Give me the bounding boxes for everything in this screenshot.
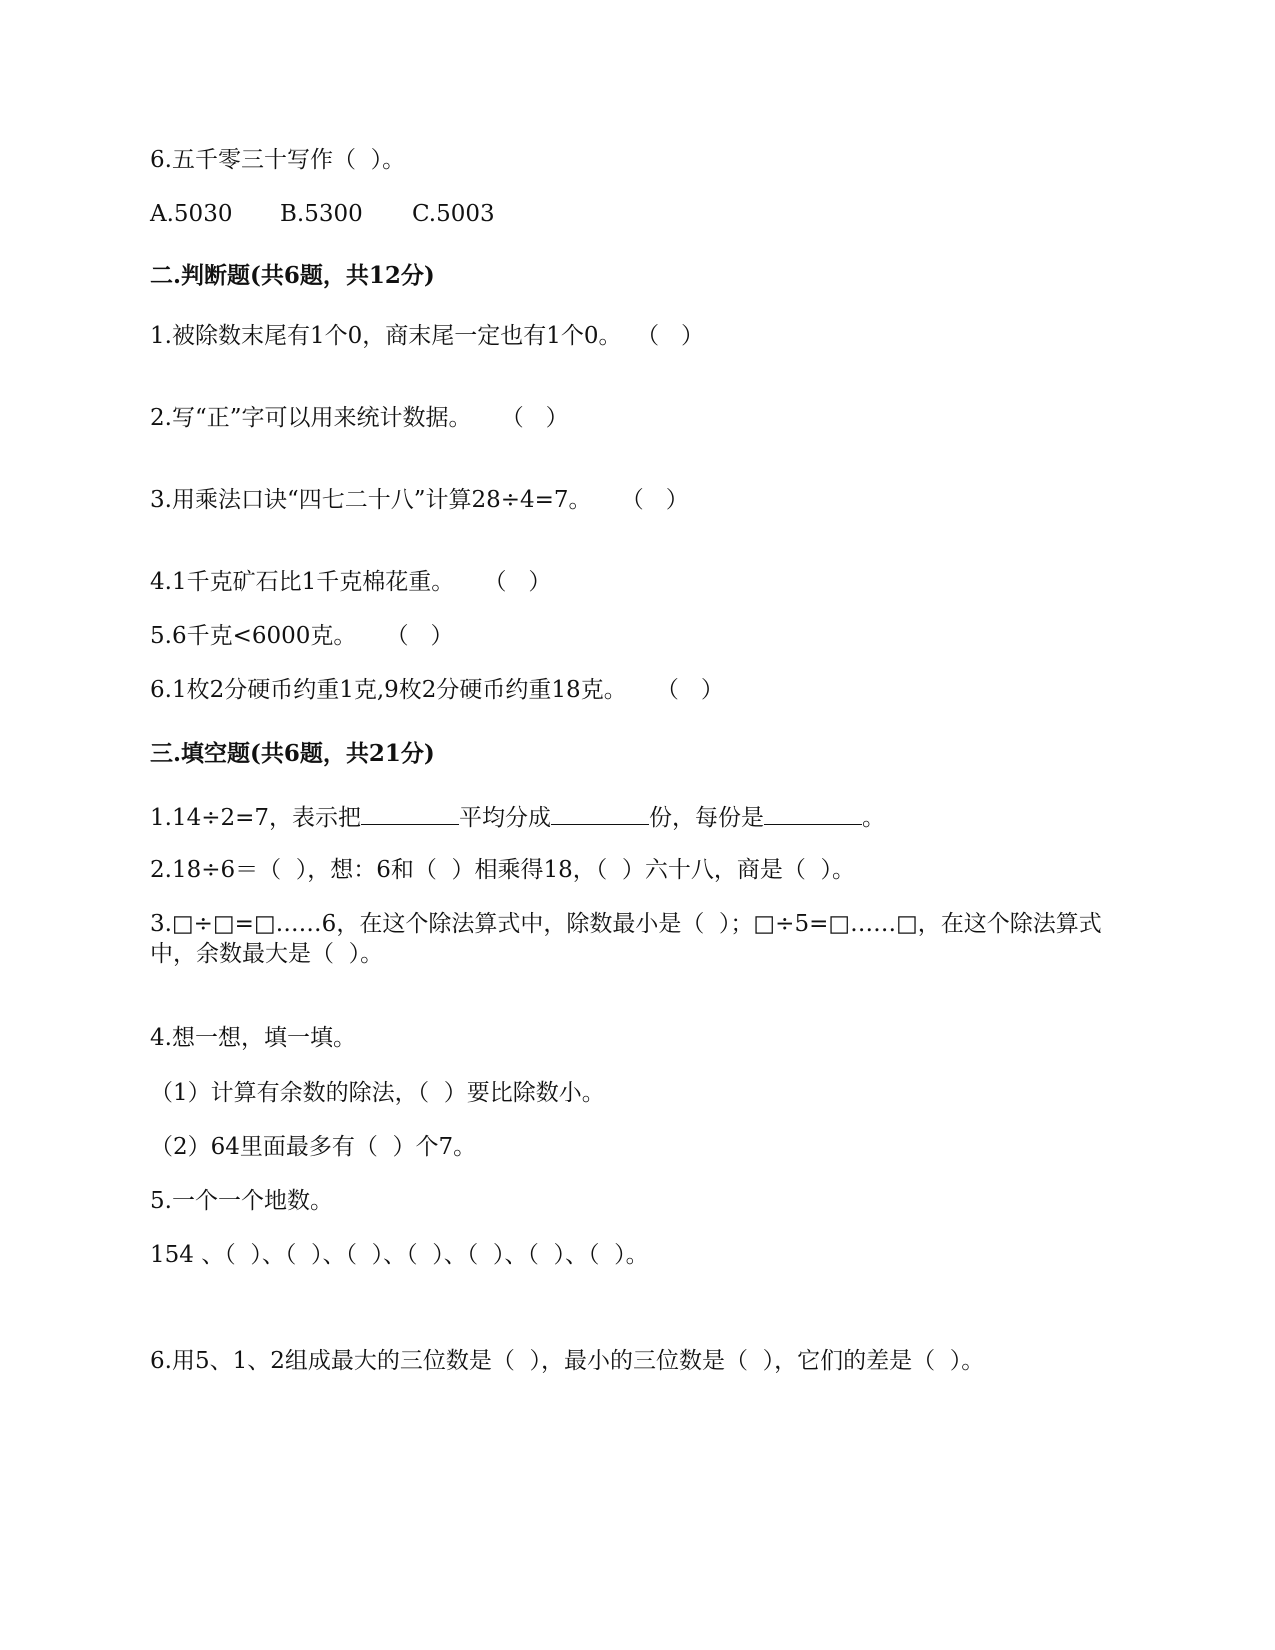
option-a: A.5030 xyxy=(150,201,233,227)
option-c: C.5003 xyxy=(412,201,495,227)
judge-item-6: 6.1枚2分硬币约重1克,9枚2分硬币约重18克。 （ ） xyxy=(150,677,724,703)
fill-item-6: 6.用5、1、2组成最大的三位数是（ ），最小的三位数是（ ），它们的差是（ ）。 xyxy=(150,1348,985,1374)
answer-blank[interactable] xyxy=(764,802,862,825)
fill-item-5: 5.一个一个地数。 xyxy=(150,1188,333,1214)
judge-item-5: 5.6千克<6000克。 （ ） xyxy=(150,623,454,649)
judge-item-1: 1.被除数末尾有1个0，商末尾一定也有1个0。 （ ） xyxy=(150,323,705,349)
fill-item-4: 4.想一想，填一填。 xyxy=(150,1025,356,1051)
fill-item-4-sub1: （1）计算有余数的除法，（ ）要比除数小。 xyxy=(150,1080,605,1106)
answer-blank[interactable] xyxy=(551,802,649,825)
fill-item-3-line2: 中，余数最大是（ ）。 xyxy=(150,941,384,967)
judge-item-3: 3.用乘法口诀“四七二十八”计算28÷4=7。 （ ） xyxy=(150,487,689,513)
fill-item-4-sub2: （2）64里面最多有（ ）个7。 xyxy=(150,1134,477,1160)
option-b: B.5300 xyxy=(280,201,363,227)
judge-item-2: 2.写“正”字可以用来统计数据。 （ ） xyxy=(150,405,569,431)
section3-title: 三.填空题(共6题，共21分) xyxy=(150,740,435,767)
section2-title: 二.判断题(共6题，共12分) xyxy=(150,262,435,289)
fill-1-part1: 1.14÷2=7，表示把 xyxy=(150,805,362,831)
answer-blank[interactable] xyxy=(361,802,459,825)
fill-item-3-line1: 3.□÷□=□……6，在这个除法算式中，除数最小是（ ）；□÷5=□……□，在这个除法算式 xyxy=(150,911,1102,937)
judge-item-4: 4.1千克矿石比1千克棉花重。 （ ） xyxy=(150,569,552,595)
fill-item-5-sequence: 154 、（ ）、（ ）、（ ）、（ ）、（ ）、（ ）、（ ）。 xyxy=(150,1242,649,1268)
fill-1-part2: 平均分成 xyxy=(459,805,552,831)
fill-1-part4: 。 xyxy=(862,805,886,831)
fill-1-part3: 份，每份是 xyxy=(649,805,765,831)
fill-item-2: 2.18÷6＝（ ），想：6和（ ）相乘得18，（ ）六十八，商是（ ）。 xyxy=(150,857,856,883)
question-6-stem: 6.五千零三十写作（ ）。 xyxy=(150,147,406,173)
fill-item-1 xyxy=(150,802,885,832)
